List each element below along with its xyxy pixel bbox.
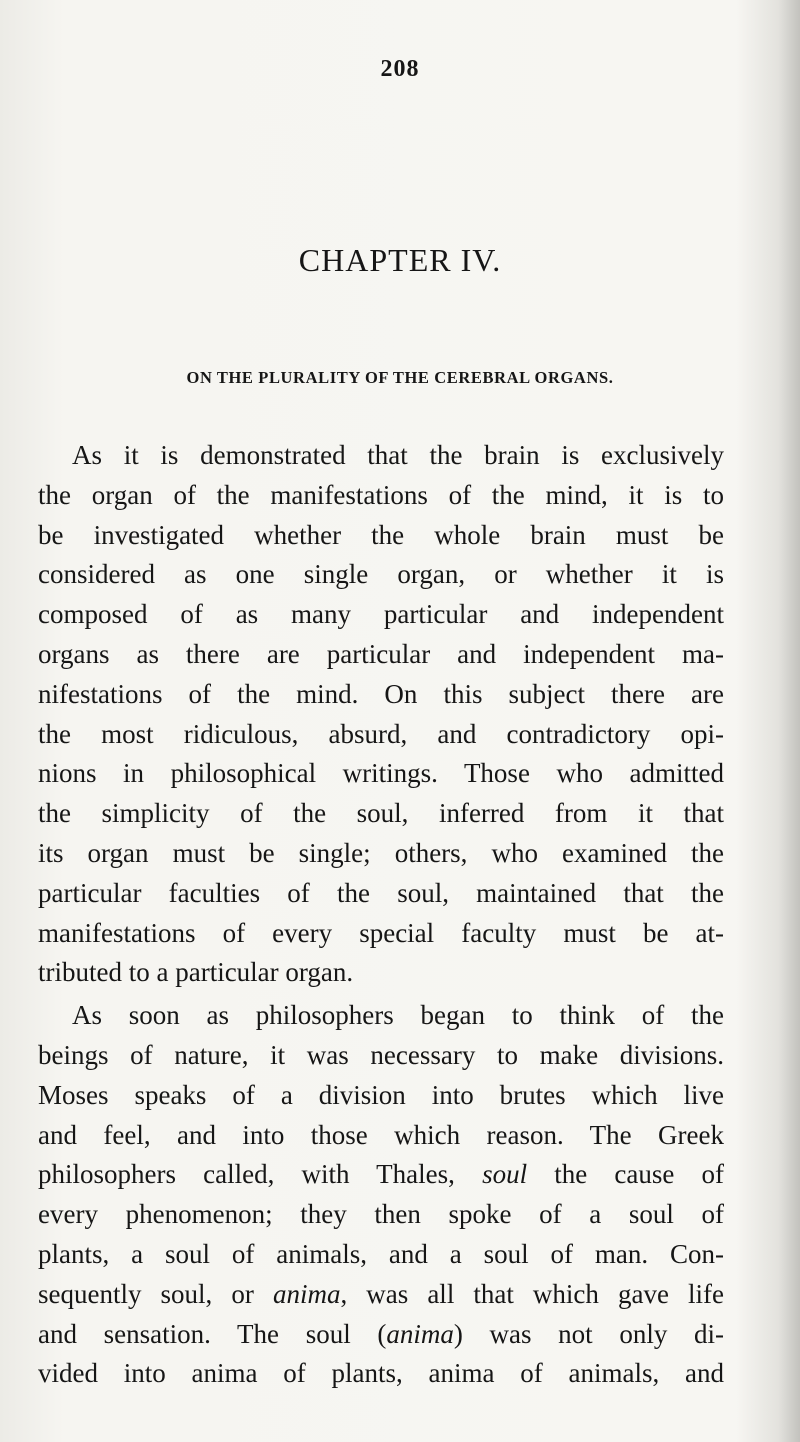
text-line: the simplicity of the soul, inferred from it that	[38, 798, 724, 829]
text-line: vided into anima of plants, anima of animals, and	[38, 1358, 724, 1389]
paragraph-2	[38, 996, 724, 1394]
italic-word: soul	[482, 1159, 528, 1190]
italic-word: anima	[272, 1278, 341, 1309]
text-run: ) was not only di-	[453, 1318, 724, 1349]
text-run: , was all that which gave life	[340, 1278, 725, 1309]
page-edge-shadow	[778, 0, 800, 1442]
text-line: manifestations of every special faculty must be at-	[38, 917, 724, 948]
text-line: and feel, and into those which reason. The Greek	[38, 1119, 724, 1150]
text-run: the cause of	[554, 1159, 725, 1190]
text-line: every phenomenon; they then spoke of a soul of	[38, 1199, 724, 1230]
text-line: particular faculties of the soul, maintained that the	[38, 877, 724, 908]
body-text	[38, 436, 724, 1394]
text-line: be investigated whether the whole brain must be	[38, 519, 724, 550]
text-line: composed of as many particular and independent	[38, 599, 724, 630]
text-line: plants, a soul of animals, and a soul of man. Con-	[38, 1238, 724, 1269]
text-line: organs as there are particular and independent ma-	[38, 638, 724, 669]
text-line-mixed	[38, 1275, 724, 1315]
text-run: philosophers called, with Thales,	[38, 1159, 455, 1190]
italic-word: anima	[386, 1318, 454, 1349]
text-line-mixed	[38, 1155, 724, 1195]
text-line: As it is demonstrated that the brain is exclusively	[72, 440, 724, 470]
text-line: the most ridiculous, absurd, and contradictory opi-	[38, 718, 724, 749]
text-line-mixed	[38, 1315, 724, 1355]
text-line: beings of nature, it was necessary to make divisions.	[38, 1039, 724, 1070]
text-line: tributed to a particular organ.	[38, 957, 354, 988]
text-line: considered as one single organ, or whether it is	[38, 559, 724, 590]
text-line: the organ of the manifestations of the mind, it is to	[38, 479, 724, 510]
text-run: sequently soul, or	[38, 1278, 254, 1309]
chapter-subtitle: ON THE PLURALITY OF THE CEREBRAL ORGANS.	[186, 368, 614, 387]
chapter-title: CHAPTER IV.	[298, 242, 502, 278]
text-line: nions in philosophical writings. Those who admitted	[38, 758, 724, 789]
text-line: As soon as philosophers began to think of the	[72, 1000, 724, 1031]
paragraph-1	[38, 436, 724, 993]
text-run: and sensation. The soul (	[38, 1318, 387, 1349]
text-line: Moses speaks of a division into brutes which live	[38, 1079, 724, 1110]
page-number: 208	[380, 56, 420, 82]
text-line: its organ must be single; others, who examined the	[38, 837, 724, 868]
text-line: nifestations of the mind. On this subject there are	[38, 678, 724, 709]
